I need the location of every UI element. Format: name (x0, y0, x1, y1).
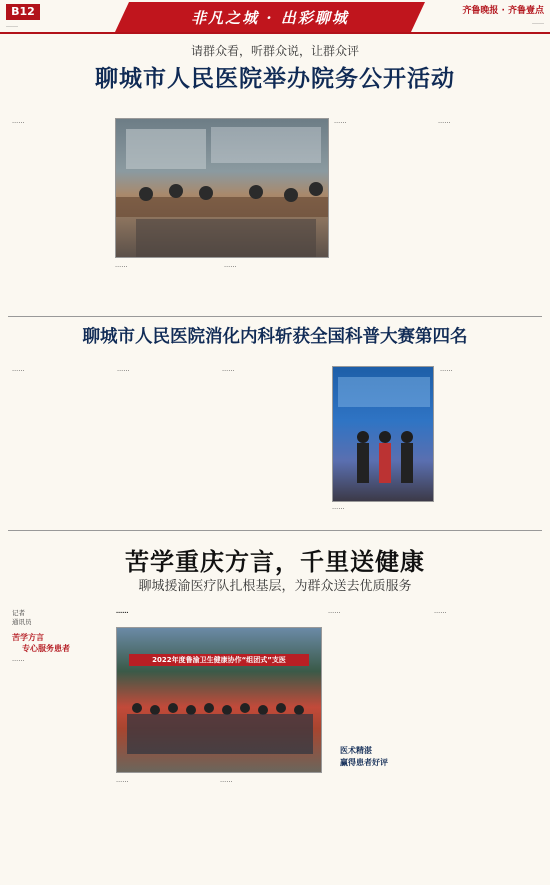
article3-subtitle: 聊城援渝医疗队扎根基层，为群众送去优质服务 (138, 579, 412, 594)
article2-title: 聊城市人民医院消化内科斩获全国科普大赛第四名 (82, 327, 468, 347)
page-number: B12 (6, 4, 40, 20)
masthead: 齐鲁晚报 · 齐鲁壹点 (462, 6, 544, 16)
subhead-2: 医术精湛 (340, 746, 372, 755)
article2-col4: …… (440, 366, 453, 373)
subhead-2b: 赢得患者好评 (340, 758, 388, 767)
subhead-1b: 专心服务患者 (22, 644, 70, 653)
article2-photo (332, 366, 434, 502)
subhead-1: 苦学方言 (12, 633, 44, 642)
group-photo-icon (117, 628, 322, 773)
article3-col2: …… (116, 777, 129, 784)
article3-title: 苦学重庆方言，千里送健康 (125, 548, 425, 576)
article3-photo (116, 627, 322, 773)
page-header (0, 0, 550, 34)
article1-photo-caption: …… (224, 262, 237, 269)
article1-col4: …… (438, 118, 451, 125)
byline-reporter: 记者 (12, 609, 25, 617)
divider-1 (8, 316, 542, 317)
article1-kicker: 请群众看，听群众说，让群众评 (190, 44, 359, 58)
article1-col3: …… (334, 118, 347, 125)
meeting-photo-icon (116, 119, 329, 258)
article1-col1: …… (12, 118, 25, 125)
article1-photo (115, 118, 329, 258)
article3-col4b (328, 770, 428, 878)
byline-correspondent: 通讯员 (12, 618, 32, 626)
byline (12, 609, 32, 627)
article3-col3: …… (220, 777, 233, 784)
divider-2 (8, 530, 542, 531)
date-line: …… (6, 22, 18, 29)
article3-lead: …… (116, 608, 129, 615)
banner-text: 非凡之城 · 出彩聊城 (191, 9, 349, 27)
article2-col2: …… (117, 366, 130, 373)
award-photo-icon (333, 367, 434, 502)
article3-col4: …… (328, 608, 341, 615)
article2-col3: …… (222, 366, 235, 373)
article3-col5: …… (434, 608, 447, 615)
article1-title: 聊城市人民医院举办院务公开活动 (95, 66, 455, 92)
section-banner (110, 2, 430, 32)
article1-col2: …… (115, 262, 128, 269)
article2-col1: …… (12, 366, 25, 373)
masthead-sub: …… (532, 19, 544, 26)
article2-photo-caption: …… (332, 504, 345, 511)
photo-banner-text: 2022年度鲁渝卫生健康协作“组团式”支医 (129, 654, 309, 666)
article3-col1: …… (12, 656, 25, 663)
